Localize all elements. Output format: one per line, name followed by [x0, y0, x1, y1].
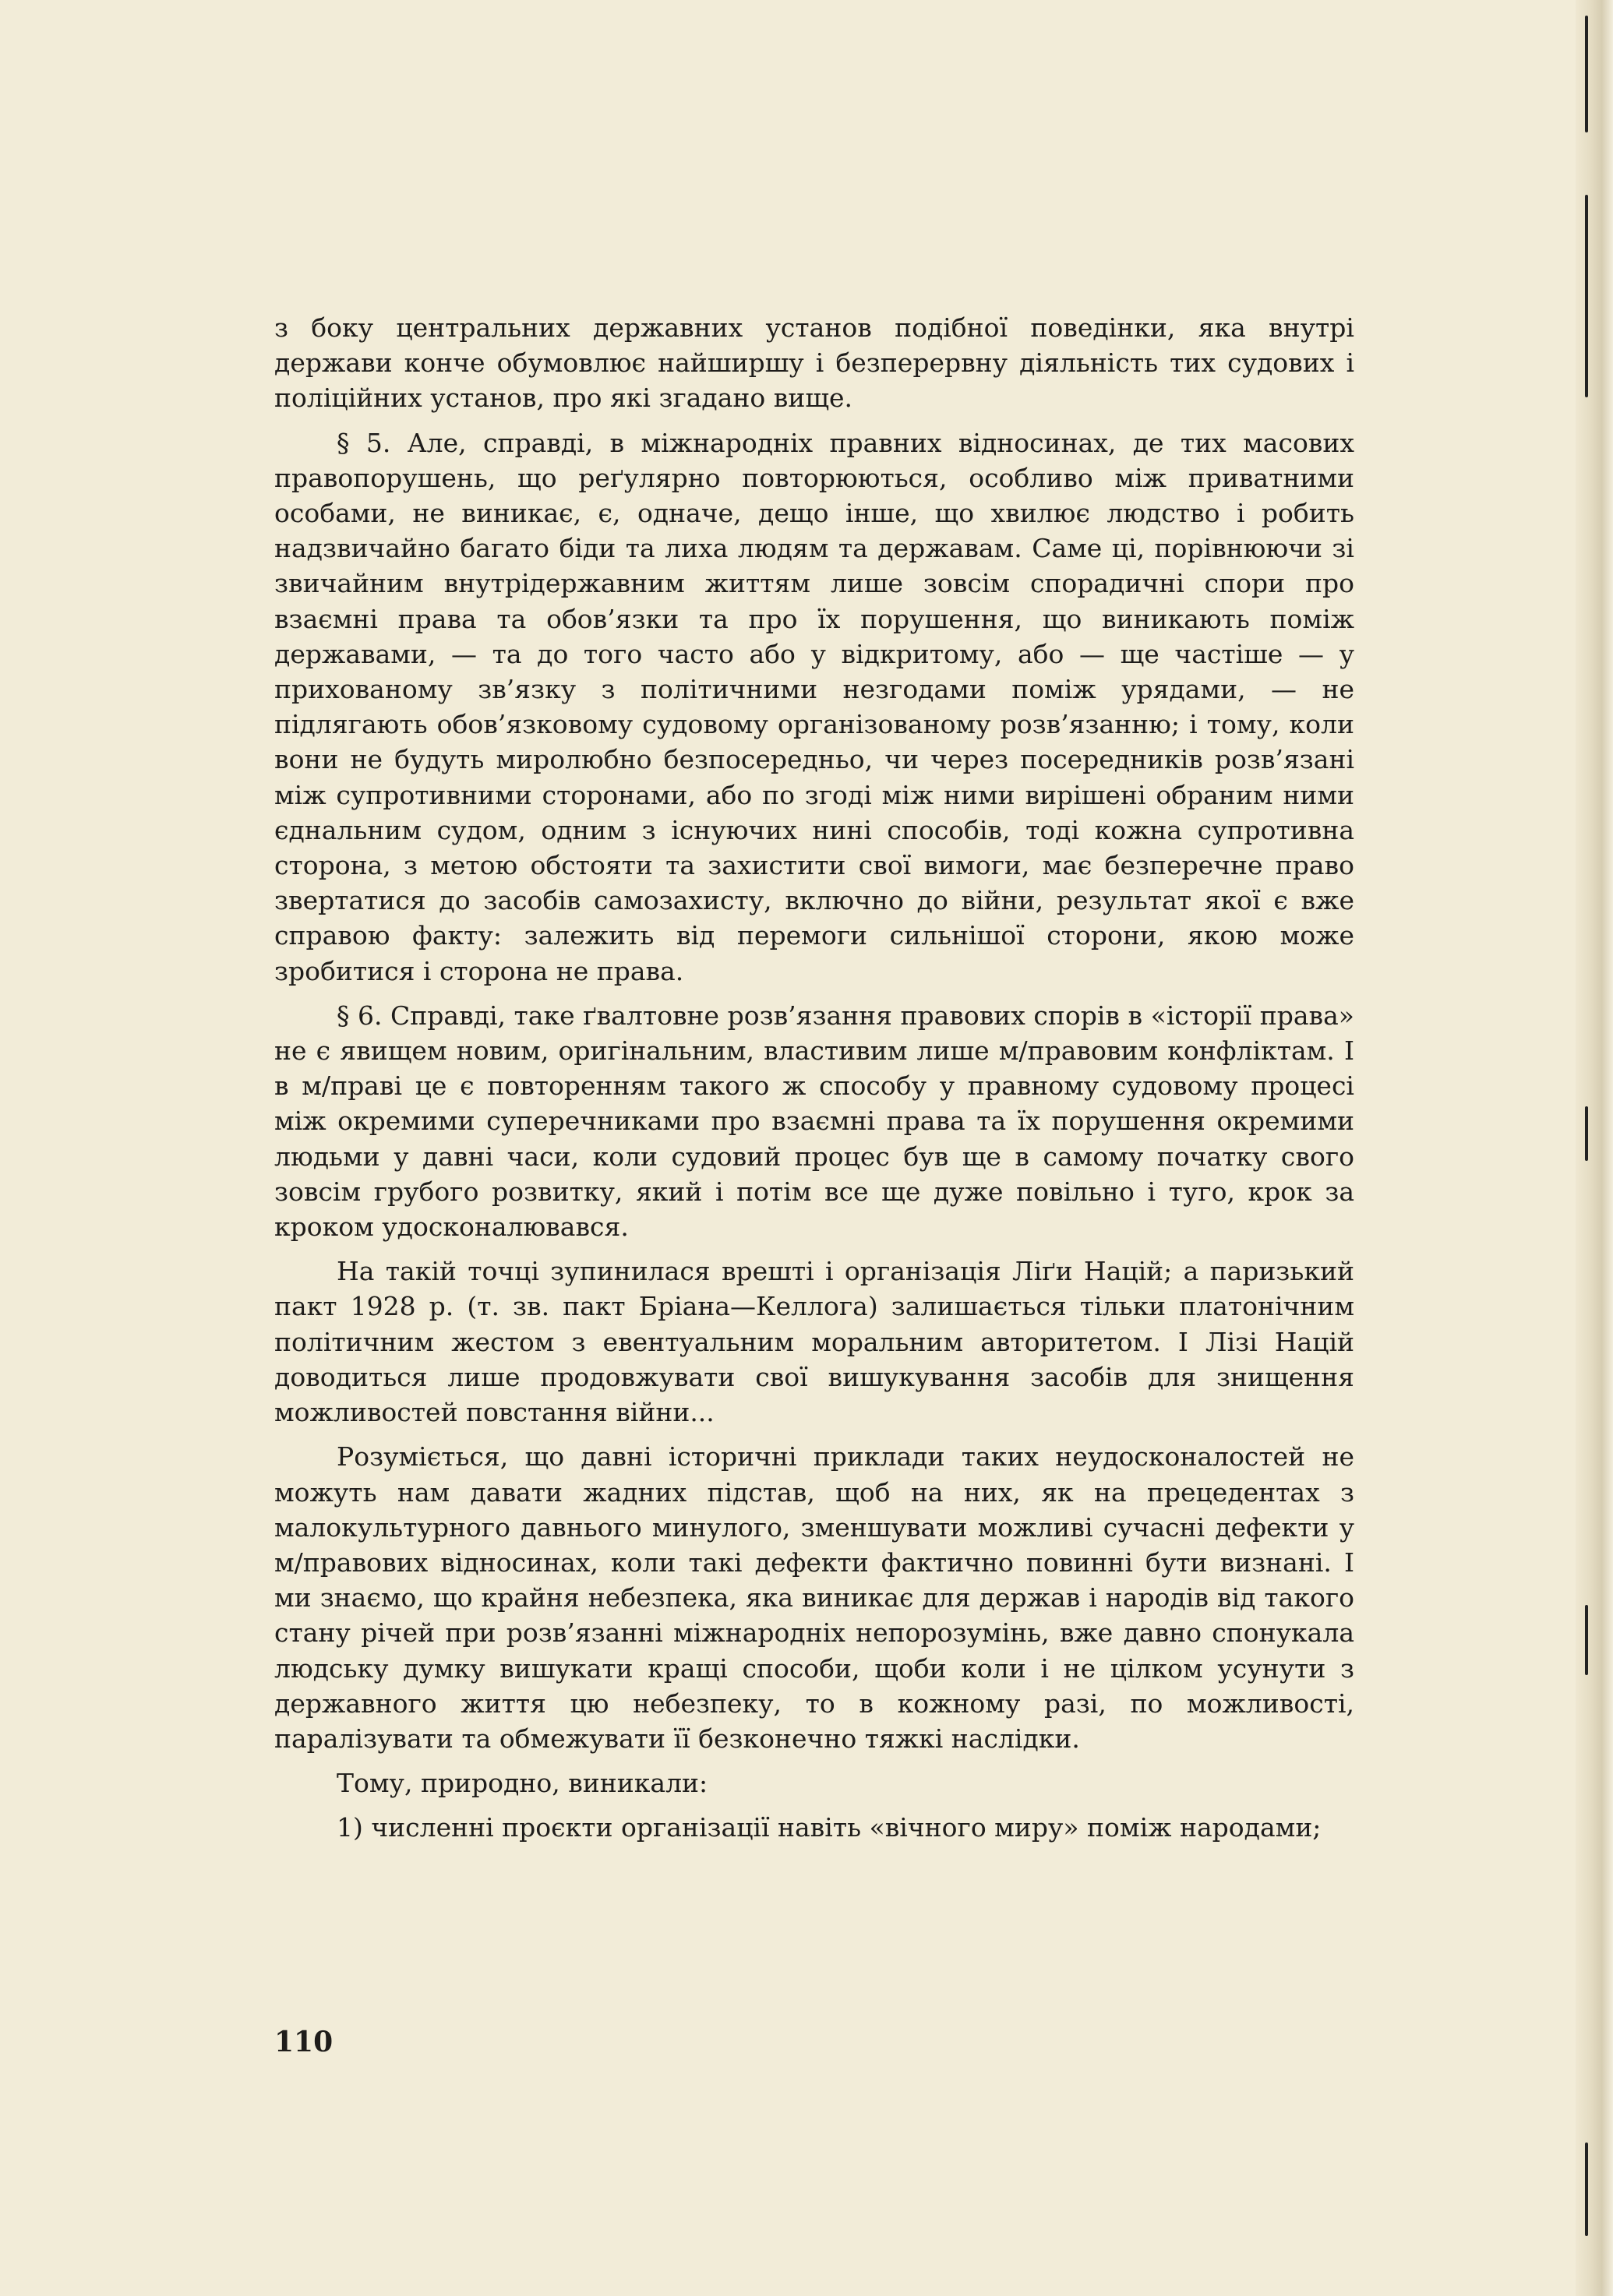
binding-mark [1585, 1106, 1588, 1161]
paragraph-continuation: з боку центральних державних установ подібної поведінки, яка внутрі держави конче обумовлює найширшу і безперервну діяльність тих судових і поліційних установ, про які згадано вище. [274, 312, 1354, 414]
paragraph-therefore: Тому, природно, виникали: [337, 1768, 708, 1799]
book-binding-edge [1576, 0, 1613, 2296]
binding-mark [1585, 1605, 1588, 1675]
page-body-text [274, 310, 1354, 1855]
paragraph-historical-examples: Розуміється, що давні історичні приклади таких неудосконалостей не можуть нам давати жадних підстав, щоб на них, як на прецедентах з малокультурного давнього минулого, зменшувати можливі сучасні дефекти у м/правових відносинах, коли такі дефекти фактично повинні бути визнані. І ми знаємо, що крайня небезпека, яка виникає для держав і народів від такого стану річей при розв’язанні міжнародніх непорозумінь, вже давно спонукала людську думку вишукати кращі способи, щоби коли і не цілком усунути з державного життя цю небезпеку, то в кожному разі, по можливості, паралізувати та обмежувати її безконечно тяжкі наслідки. [274, 1441, 1354, 1754]
binding-mark [1585, 195, 1588, 397]
paragraph-league-of-nations: На такій точці зупинилася врешті і організація Ліґи Націй; а паризький пакт 1928 р. (т. зв. пакт Бріана—Келлога) залишається тільки платонічним політичним жестом з евентуальним моральним авторитетом. І Лізі Націй доводиться лише продовжувати свої вишукування засобів для знищення можливостей повстання війни... [274, 1256, 1354, 1428]
binding-mark [1585, 16, 1588, 132]
list-item-1: 1) численні проєкти організації навіть «вічного миру» поміж народами; [337, 1812, 1322, 1843]
page-number: 110 [274, 2026, 334, 2058]
paragraph-section-5: § 5. Але, справді, в міжнародніх правних відносинах, де тих масових правопорушень, що реґулярно повторюються, особливо між приватними особами, не виникає, є, одначе, дещо інше, що хвилює людство і робить надзвичайно багато біди та лиха людям та державам. Саме ці, порівнюючи зі звичайним внутрідержавним життям лише зовсім спорадичні спори про взаємні права та обов’язки та про їх порушення, що виникають поміж державами, — та до того часто або у відкритому, або — ще частіше — у прихованому зв’язку з політичними незгодами поміж урядами, — не підлягають обов’язковому судовому організованому розв’язанню; і тому, коли вони не будуть миролюбно безпосередньо, чи через посередників розв’язані між супротивними сторонами, або по згоді між ними вирішені обраним ними єднальним судом, одним з існуючих нині способів, тоді кожна супротивна сторона, з метою обстояти та захистити свої вимоги, має безперечне право звертатися до засобів самозахисту, включно до війни, результат якої є вже справою факту: залежить від перемоги сильнішої сторони, якою може зробитися і сторона не права. [274, 427, 1354, 986]
binding-mark [1585, 2143, 1588, 2236]
paragraph-section-6: § 6. Справді, таке ґвалтовне розв’язання правових спорів в «історії права» не є явищем новим, оригінальним, властивим лише м/правовим конфліктам. І в м/праві це є повторенням такого ж способу у правному судовому процесі між окремими суперечниками про взаємні права та їх порушення окремими людьми у давні часи, коли судовий процес був ще в самому початку свого зовсім грубого розвитку, який і потім все ще дуже повільно і туго, крок за кроком удосконалювався. [274, 1000, 1354, 1243]
